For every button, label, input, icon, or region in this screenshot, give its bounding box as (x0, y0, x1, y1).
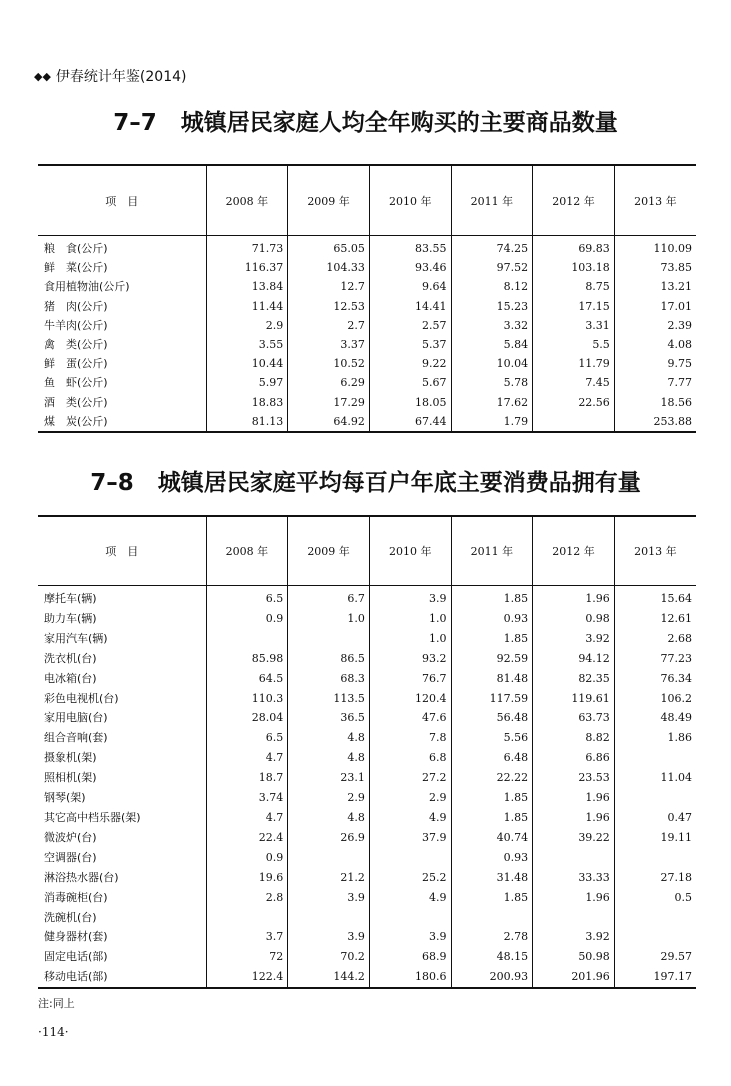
footnote: 注:同上 (38, 997, 75, 1010)
cell-value: 106.2 (614, 689, 696, 709)
table-row (38, 768, 696, 788)
cell-value: 13.84 (206, 277, 288, 296)
table2-header-row (38, 516, 696, 586)
cell-value: 17.62 (451, 393, 533, 412)
cell-value: 3.7 (206, 927, 288, 947)
cell-value: 77.23 (614, 649, 696, 669)
cell-value: 27.18 (614, 868, 696, 888)
cell-value: 197.17 (614, 967, 696, 988)
cell-value: 0.93 (451, 609, 533, 629)
cell-value: 76.7 (369, 669, 451, 689)
cell-value: 76.34 (614, 669, 696, 689)
table-row (38, 788, 696, 808)
table1-year-header: 2009 年 (288, 165, 370, 236)
cell-value: 56.48 (451, 708, 533, 728)
cell-value: 81.48 (451, 669, 533, 689)
cell-value: 97.52 (451, 258, 533, 277)
cell-value: 5.97 (206, 373, 288, 392)
cell-value: 6.48 (451, 748, 533, 768)
cell-value: 253.88 (614, 412, 696, 432)
cell-value: 3.9 (288, 888, 370, 908)
cell-value: 1.96 (533, 888, 615, 908)
row-label: 固定电话(部) (44, 950, 108, 964)
cell-value: 0.5 (614, 888, 696, 908)
row-label: 粮 食(公斤) (44, 242, 108, 255)
table-row (38, 927, 696, 947)
cell-value: 1.85 (451, 888, 533, 908)
cell-value: 2.57 (369, 316, 451, 335)
cell-value: 19.6 (206, 868, 288, 888)
cell-value: 1.0 (288, 609, 370, 629)
row-label: 摄象机(架) (44, 751, 97, 765)
cell-value: 200.93 (451, 967, 533, 988)
cell-value: 13.21 (614, 277, 696, 296)
cell-value: 9.75 (614, 354, 696, 373)
cell-value: 72 (206, 947, 288, 967)
row-label: 鲜 菜(公斤) (44, 261, 108, 275)
cell-value: 7.77 (614, 373, 696, 392)
cell-value (288, 629, 370, 649)
cell-value: 7.45 (533, 373, 615, 392)
table-row (38, 586, 696, 609)
cell-value: 8.12 (451, 277, 533, 296)
cell-value (614, 927, 696, 947)
cell-value: 2.9 (288, 788, 370, 808)
cell-value: 82.35 (533, 669, 615, 689)
cell-value: 86.5 (288, 649, 370, 669)
table2 (38, 515, 696, 989)
cell-value: 3.55 (206, 335, 288, 354)
row-label: 淋浴热水器(台) (44, 870, 119, 884)
cell-value: 0.9 (206, 609, 288, 629)
cell-value: 113.5 (288, 689, 370, 709)
table1-year-header: 2013 年 (614, 165, 696, 236)
cell-value: 68.3 (288, 669, 370, 689)
cell-value: 110.09 (614, 236, 696, 259)
cell-value: 4.9 (369, 888, 451, 908)
running-header (34, 66, 186, 86)
cell-value (533, 908, 615, 928)
cell-value: 23.53 (533, 768, 615, 788)
cell-value: 3.74 (206, 788, 288, 808)
table-row (38, 689, 696, 709)
table2-number: 7–8 (90, 470, 134, 496)
table-row (38, 728, 696, 748)
cell-value: 9.64 (369, 277, 451, 296)
cell-value: 22.4 (206, 828, 288, 848)
cell-value: 15.23 (451, 297, 533, 316)
table2-year-header: 2008 年 (206, 516, 288, 586)
row-label: 猪 肉(公斤) (44, 299, 108, 313)
cell-value: 4.8 (288, 728, 370, 748)
cell-value: 5.37 (369, 335, 451, 354)
cell-value: 3.9 (369, 586, 451, 609)
table-row (38, 649, 696, 669)
cell-value: 1.96 (533, 808, 615, 828)
table1-item-header: 项 目 (38, 165, 206, 236)
cell-value: 2.9 (369, 788, 451, 808)
cell-value: 4.7 (206, 748, 288, 768)
cell-value: 40.74 (451, 828, 533, 848)
table-row (38, 868, 696, 888)
row-label: 空调器(台) (44, 850, 97, 864)
cell-value: 93.2 (369, 649, 451, 669)
cell-value: 116.37 (206, 258, 288, 277)
table2-year-header: 2013 年 (614, 516, 696, 586)
cell-value: 21.2 (288, 868, 370, 888)
cell-value: 4.08 (614, 335, 696, 354)
cell-value: 104.33 (288, 258, 370, 277)
cell-value: 18.56 (614, 393, 696, 412)
cell-value: 1.85 (451, 586, 533, 609)
cell-value: 3.37 (288, 335, 370, 354)
cell-value: 7.8 (369, 728, 451, 748)
table-row (38, 888, 696, 908)
book-title: 伊春统计年鉴(2014) (55, 69, 187, 85)
table2-title-text: 城镇居民家庭平均每百户年底主要消费品拥有量 (157, 470, 641, 496)
cell-value: 1.0 (369, 609, 451, 629)
cell-value: 103.18 (533, 258, 615, 277)
cell-value: 28.04 (206, 708, 288, 728)
cell-value: 70.2 (288, 947, 370, 967)
cell-value: 3.31 (533, 316, 615, 335)
cell-value: 48.15 (451, 947, 533, 967)
row-label: 鱼 虾(公斤) (44, 376, 108, 390)
cell-value: 0.93 (451, 848, 533, 868)
cell-value: 47.6 (369, 708, 451, 728)
table2-year-header: 2011 年 (451, 516, 533, 586)
cell-value: 5.56 (451, 728, 533, 748)
cell-value: 26.9 (288, 828, 370, 848)
table2-year-header: 2009 年 (288, 516, 370, 586)
cell-value (614, 908, 696, 928)
cell-value: 0.9 (206, 848, 288, 868)
table-row (38, 947, 696, 967)
cell-value (533, 848, 615, 868)
cell-value: 2.7 (288, 316, 370, 335)
cell-value: 2.68 (614, 629, 696, 649)
table-row (38, 808, 696, 828)
cell-value: 6.29 (288, 373, 370, 392)
cell-value (614, 748, 696, 768)
table1-body (38, 236, 696, 433)
table-row (38, 373, 696, 392)
cell-value: 3.92 (533, 629, 615, 649)
cell-value: 18.83 (206, 393, 288, 412)
cell-value: 68.9 (369, 947, 451, 967)
table1-header-row (38, 165, 696, 236)
cell-value: 29.57 (614, 947, 696, 967)
table1-year-header: 2012 年 (533, 165, 615, 236)
table-row (38, 848, 696, 868)
cell-value: 33.33 (533, 868, 615, 888)
cell-value (369, 908, 451, 928)
row-label: 洗衣机(台) (44, 651, 97, 665)
table-row (38, 354, 696, 373)
table-row (38, 316, 696, 335)
cell-value: 31.48 (451, 868, 533, 888)
cell-value: 71.73 (206, 236, 288, 259)
cell-value (288, 848, 370, 868)
cell-value: 11.79 (533, 354, 615, 373)
cell-value: 67.44 (369, 412, 451, 432)
table-row (38, 908, 696, 928)
cell-value: 11.44 (206, 297, 288, 316)
table-row (38, 277, 696, 296)
cell-value: 3.9 (288, 927, 370, 947)
table-row (38, 335, 696, 354)
cell-value: 48.49 (614, 708, 696, 728)
cell-value (614, 788, 696, 808)
cell-value: 74.25 (451, 236, 533, 259)
table2-year-header: 2010 年 (369, 516, 451, 586)
row-label: 家用电脑(台) (44, 711, 108, 725)
cell-value: 1.79 (451, 412, 533, 432)
row-label: 其它高中档乐器(架) (44, 810, 141, 824)
cell-value: 4.7 (206, 808, 288, 828)
cell-value: 122.4 (206, 967, 288, 988)
cell-value (369, 848, 451, 868)
row-label: 移动电话(部) (38, 967, 206, 988)
table1-number: 7–7 (113, 110, 157, 136)
cell-value (206, 629, 288, 649)
table1 (38, 164, 696, 433)
row-label: 微波炉(台) (44, 830, 97, 844)
cell-value (614, 848, 696, 868)
table1-year-header: 2010 年 (369, 165, 451, 236)
cell-value: 15.64 (614, 586, 696, 609)
page-number: ·114· (38, 1025, 69, 1039)
cell-value: 94.12 (533, 649, 615, 669)
cell-value: 17.29 (288, 393, 370, 412)
row-label: 洗碗机(台) (44, 910, 97, 924)
cell-value (288, 908, 370, 928)
cell-value: 180.6 (369, 967, 451, 988)
cell-value: 18.7 (206, 768, 288, 788)
cell-value: 4.9 (369, 808, 451, 828)
cell-value: 0.98 (533, 609, 615, 629)
cell-value: 9.22 (369, 354, 451, 373)
row-label: 助力车(辆) (44, 611, 97, 625)
cell-value: 36.5 (288, 708, 370, 728)
cell-value: 10.44 (206, 354, 288, 373)
row-label: 消毒碗柜(台) (44, 890, 108, 904)
row-label: 食用植物油(公斤) (44, 280, 130, 294)
cell-value: 25.2 (369, 868, 451, 888)
table-row (38, 258, 696, 277)
cell-value: 12.61 (614, 609, 696, 629)
table-row (38, 609, 696, 629)
diamond-icon: ◆◆ (34, 69, 51, 83)
cell-value: 69.83 (533, 236, 615, 259)
cell-value: 50.98 (533, 947, 615, 967)
cell-value: 10.52 (288, 354, 370, 373)
row-label: 彩色电视机(台) (44, 691, 119, 705)
cell-value: 2.8 (206, 888, 288, 908)
cell-value: 1.86 (614, 728, 696, 748)
cell-value: 6.86 (533, 748, 615, 768)
table-row (38, 967, 696, 988)
cell-value: 3.92 (533, 927, 615, 947)
row-label: 钢琴(架) (44, 791, 86, 805)
row-label: 煤 炭(公斤) (38, 412, 206, 432)
cell-value: 6.5 (206, 586, 288, 609)
cell-value: 22.56 (533, 393, 615, 412)
cell-value: 5.67 (369, 373, 451, 392)
cell-value: 0.47 (614, 808, 696, 828)
table1-title-text: 城镇居民家庭人均全年购买的主要商品数量 (180, 110, 618, 136)
table-row (38, 828, 696, 848)
cell-value: 201.96 (533, 967, 615, 988)
table2-item-header: 项 目 (38, 516, 206, 586)
cell-value: 1.96 (533, 788, 615, 808)
cell-value: 5.78 (451, 373, 533, 392)
cell-value: 17.01 (614, 297, 696, 316)
row-label: 牛羊肉(公斤) (44, 318, 108, 332)
cell-value: 117.59 (451, 689, 533, 709)
table1-year-header: 2011 年 (451, 165, 533, 236)
cell-value: 2.9 (206, 316, 288, 335)
cell-value: 18.05 (369, 393, 451, 412)
cell-value: 39.22 (533, 828, 615, 848)
table2-title (0, 464, 731, 497)
table-row (38, 297, 696, 316)
cell-value: 19.11 (614, 828, 696, 848)
table2-body (38, 586, 696, 989)
table-row (38, 412, 696, 432)
cell-value: 4.8 (288, 748, 370, 768)
row-label: 家用汽车(辆) (44, 631, 108, 645)
cell-value (533, 412, 615, 432)
cell-value: 3.9 (369, 927, 451, 947)
table-row (38, 708, 696, 728)
cell-value: 110.3 (206, 689, 288, 709)
table-row (38, 236, 696, 259)
row-label: 组合音响(套) (44, 731, 108, 745)
cell-value: 22.22 (451, 768, 533, 788)
cell-value: 1.85 (451, 629, 533, 649)
cell-value: 4.8 (288, 808, 370, 828)
cell-value: 93.46 (369, 258, 451, 277)
cell-value: 1.85 (451, 808, 533, 828)
cell-value: 73.85 (614, 258, 696, 277)
cell-value: 3.32 (451, 316, 533, 335)
cell-value: 14.41 (369, 297, 451, 316)
table-row (38, 393, 696, 412)
cell-value: 17.15 (533, 297, 615, 316)
cell-value: 6.8 (369, 748, 451, 768)
cell-value: 85.98 (206, 649, 288, 669)
cell-value: 65.05 (288, 236, 370, 259)
cell-value: 23.1 (288, 768, 370, 788)
row-label: 摩托车(辆) (44, 592, 97, 605)
cell-value: 64.92 (288, 412, 370, 432)
cell-value: 64.5 (206, 669, 288, 689)
cell-value: 27.2 (369, 768, 451, 788)
cell-value: 81.13 (206, 412, 288, 432)
cell-value: 10.04 (451, 354, 533, 373)
cell-value: 11.04 (614, 768, 696, 788)
cell-value: 1.96 (533, 586, 615, 609)
cell-value: 12.53 (288, 297, 370, 316)
table1-year-header: 2008 年 (206, 165, 288, 236)
cell-value: 63.73 (533, 708, 615, 728)
row-label: 照相机(架) (44, 771, 97, 785)
cell-value: 120.4 (369, 689, 451, 709)
cell-value: 8.82 (533, 728, 615, 748)
table-row (38, 669, 696, 689)
cell-value: 2.78 (451, 927, 533, 947)
cell-value: 1.85 (451, 788, 533, 808)
cell-value: 144.2 (288, 967, 370, 988)
cell-value: 37.9 (369, 828, 451, 848)
cell-value: 2.39 (614, 316, 696, 335)
row-label: 健身器材(套) (44, 930, 108, 944)
cell-value: 5.84 (451, 335, 533, 354)
cell-value (206, 908, 288, 928)
cell-value: 5.5 (533, 335, 615, 354)
cell-value: 92.59 (451, 649, 533, 669)
table-row (38, 748, 696, 768)
table1-title (0, 104, 731, 137)
row-label: 酒 类(公斤) (44, 395, 108, 409)
table-row (38, 629, 696, 649)
cell-value: 12.7 (288, 277, 370, 296)
row-label: 电冰箱(台) (44, 671, 97, 685)
row-label: 禽 类(公斤) (44, 338, 108, 352)
cell-value: 6.5 (206, 728, 288, 748)
cell-value (451, 908, 533, 928)
cell-value: 83.55 (369, 236, 451, 259)
row-label: 鲜 蛋(公斤) (44, 357, 108, 371)
cell-value: 8.75 (533, 277, 615, 296)
cell-value: 1.0 (369, 629, 451, 649)
cell-value: 6.7 (288, 586, 370, 609)
cell-value: 119.61 (533, 689, 615, 709)
table2-year-header: 2012 年 (533, 516, 615, 586)
